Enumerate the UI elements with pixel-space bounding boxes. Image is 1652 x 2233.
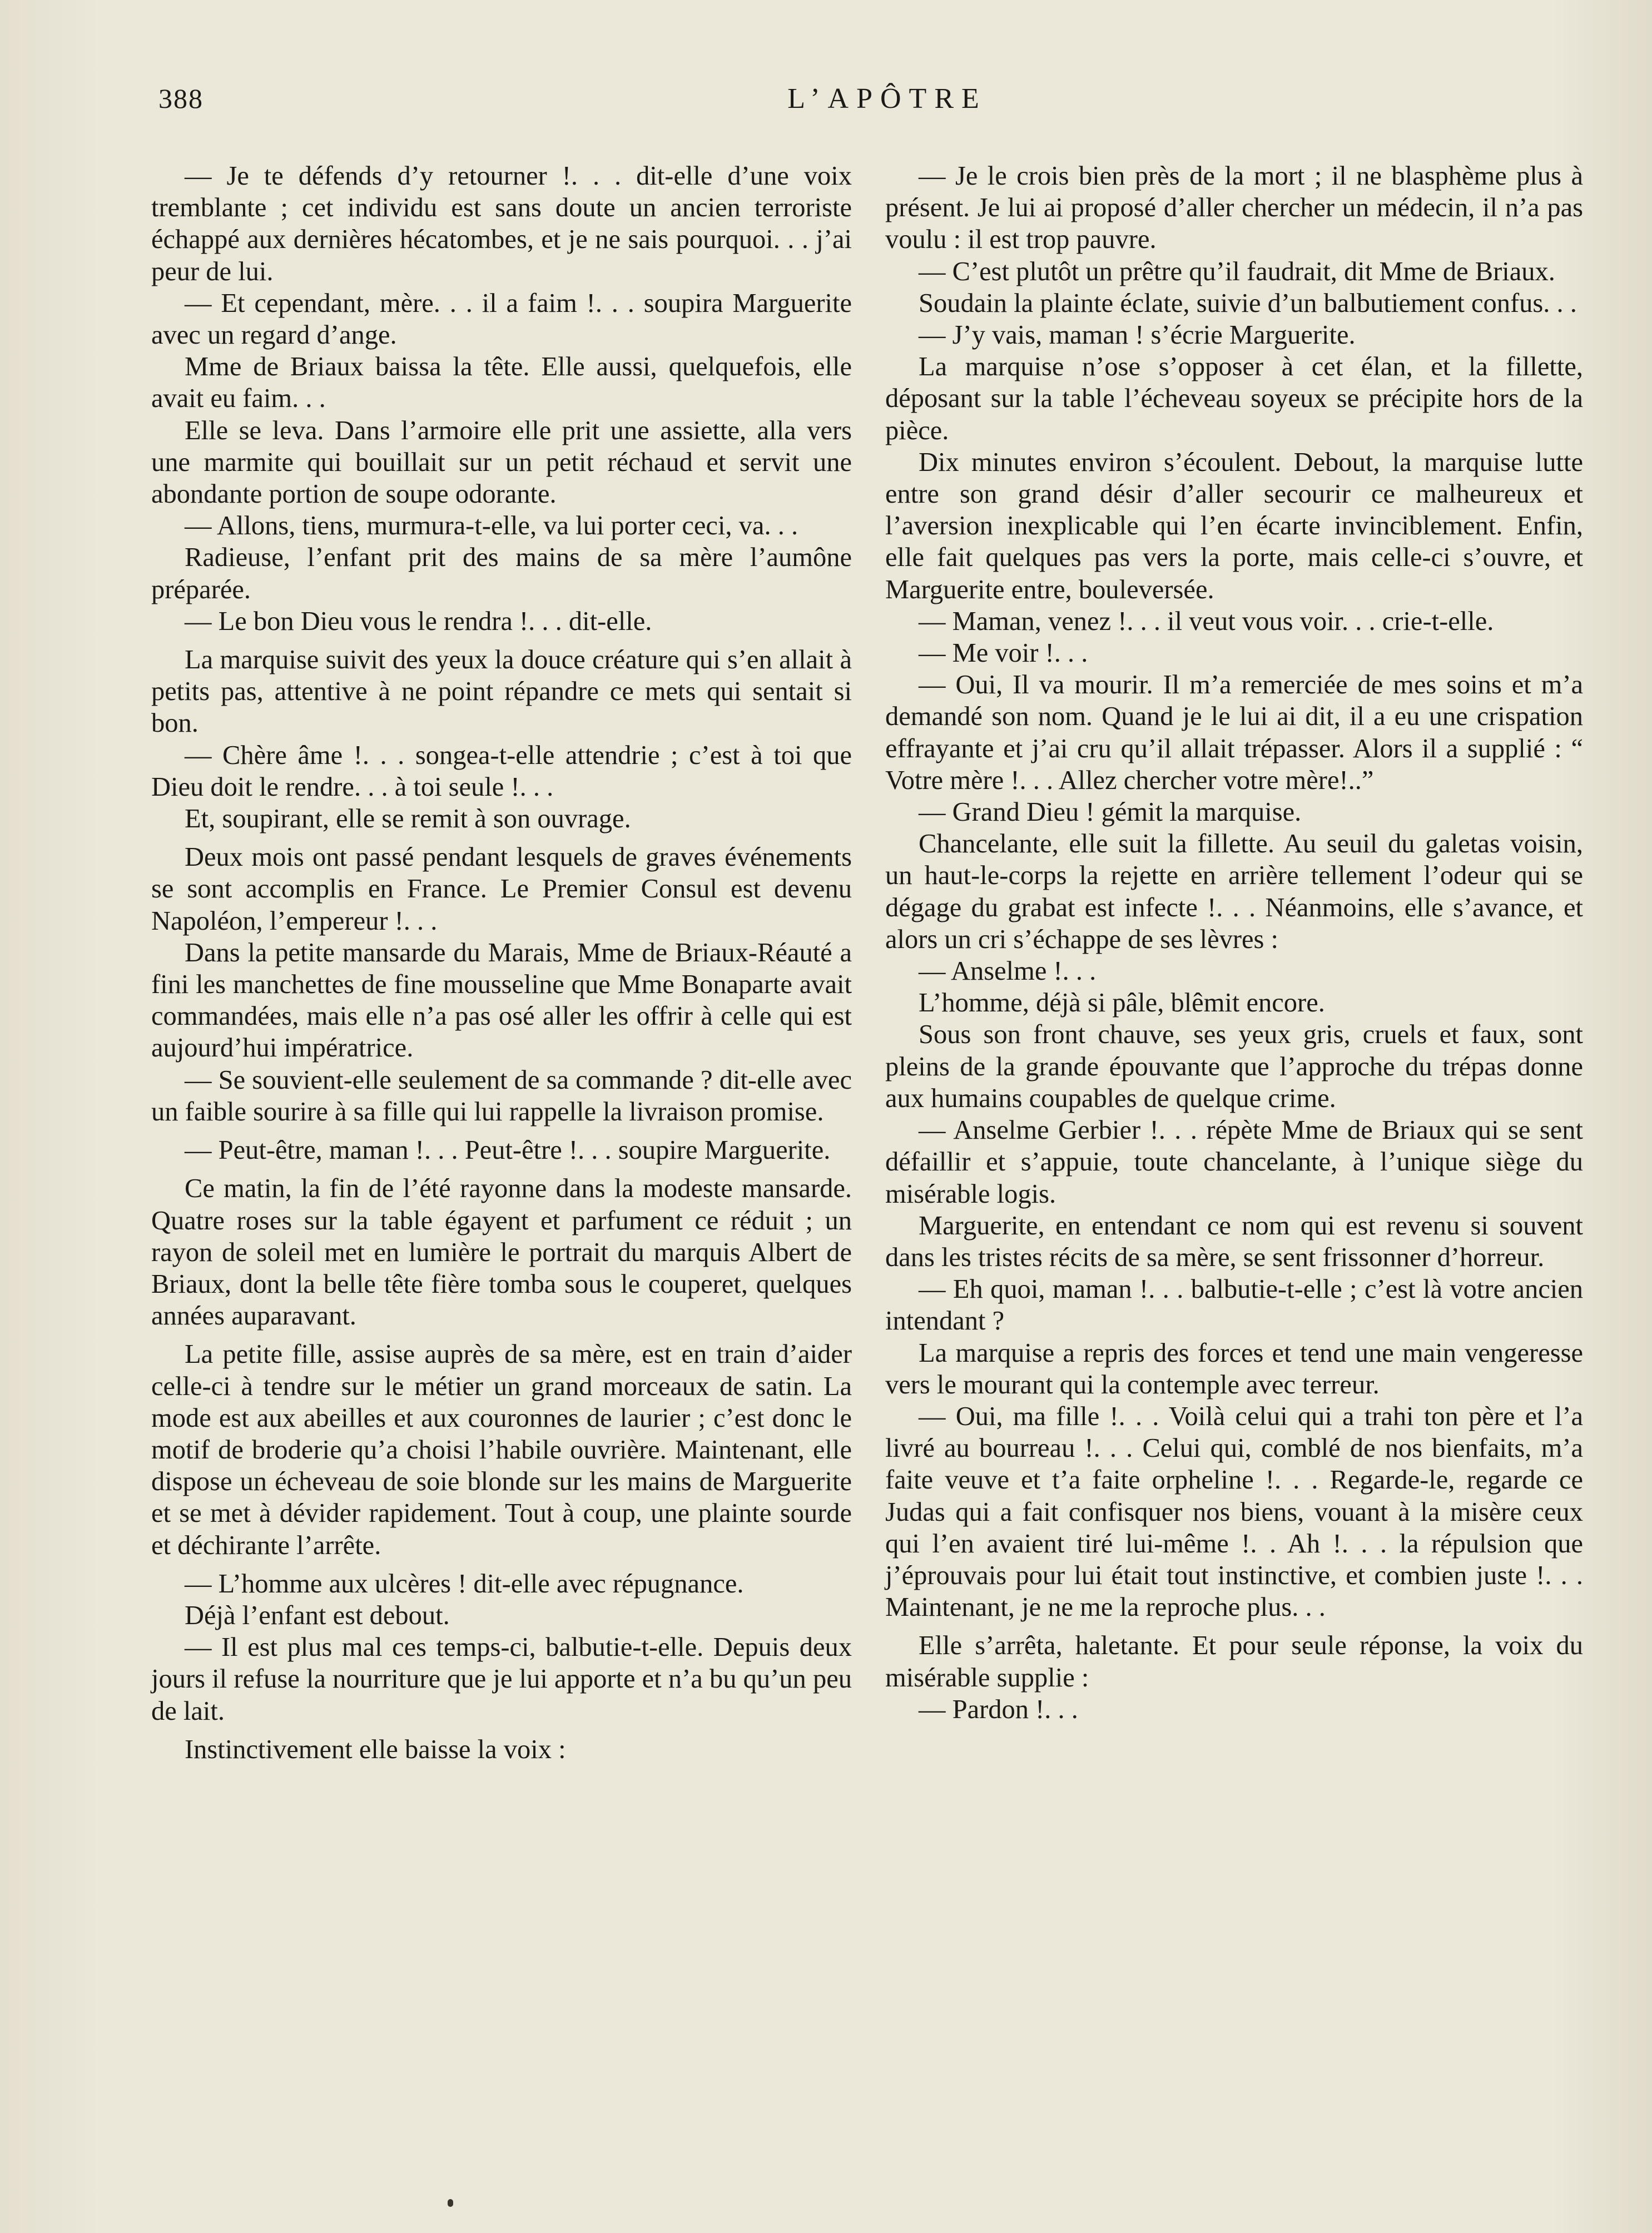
paragraph: Mme de Briaux baissa la tête. Elle aussi, quelquefois, elle avait eu faim. . . [151, 352, 852, 414]
paragraph: Ce matin, la fin de l’été rayonne dans la modeste mansarde. Quatre roses sur la table égayent et parfument ce réduit ; un rayon de soleil met en lumière le portrait du marquis Albert de Briaux, dont la belle tête fière tomba sous le couperet, quelques années auparavant. [151, 1174, 852, 1331]
paragraph: Sous son front chauve, ses yeux gris, cruels et faux, sont pleins de la grande épouvante que l’approche du trépas donne aux humains coupables de quelque crime. [885, 1020, 1583, 1113]
paragraph: Elle se leva. Dans l’armoire elle prit une assiette, alla vers une marmite qui bouillait sur un petit réchaud et servit une abondante portion de soupe odorante. [151, 415, 852, 509]
paragraph: — Se souvient-elle seulement de sa commande ? dit-elle avec un faible sourire à sa fille qui lui rappelle la livraison promise. [151, 1065, 852, 1127]
paragraph: — Oui, ma fille !. . . Voilà celui qui a trahi ton père et l’a livré au bourreau !. . . Celui qui, comblé de nos bienfaits, m’a faite veuve et t’a faite orpheline !. . . Regarde-le, regarde ce Judas qui a fait confisquer nos biens, vouant à la misère ceux qui l’en avaient tiré lui-même !. . Ah !. . . la répulsion que j’éprouvais pour lui était tout instinctive, et combien juste !. . . Maintenant, je ne me la reproche plus. . . [885, 1401, 1583, 1622]
paragraph: — Oui, Il va mourir. Il m’a remerciée de mes soins et m’a demandé son nom. Quand je le lui ai dit, il a eu une crispation effrayante et j’ai cru qu’il allait trépasser. Alors il a supplié : “ Votre mère !. . . Allez chercher votre mère!..” [885, 670, 1583, 795]
paragraph: — J’y vais, maman ! s’écrie Marguerite. [919, 320, 1356, 350]
paragraph: Dix minutes environ s’écoulent. Debout, la marquise lutte entre son grand désir d’aller secourir ce malheureux et l’aversion inexplicable qui l’en écarte invinciblement. Enfin, elle fait quelques pas vers la porte, mais celle-ci s’ouvre, et Marguerite entre, bouleversée. [885, 447, 1583, 604]
paragraph: — Pardon !. . . [919, 1694, 1078, 1724]
paragraph: — Peut-être, maman !. . . Peut-être !. . . soupire Marguerite. [185, 1135, 831, 1165]
paragraph: Soudain la plainte éclate, suivie d’un balbutiement confus. . . [919, 288, 1577, 318]
paragraph: La petite fille, assise auprès de sa mère, est en train d’aider celle-ci à tendre sur le métier un grand morceaux de satin. La mode est aux abeilles et aux couronnes de laurier ; c’est donc le motif de broderie qu’a choisi l’habile ouvrière. Maintenant, elle dispose un écheveau de soie blonde sur les mains de Marguerite et se met à dévider rapidement. Tout à coup, une plainte sourde et déchirante l’arrête. [151, 1339, 852, 1560]
paragraph: Dans la petite mansarde du Marais, Mme de Briaux-Réauté a fini les manchettes de fine mousseline que Mme Bonaparte avait commandées, mais elle n’a pas osé aller les offrir à celle qui est aujourd’hui impératrice. [151, 937, 852, 1063]
left-column [151, 160, 852, 1765]
paragraph: La marquise n’ose s’opposer à cet élan, et la fillette, déposant sur la table l’écheveau soyeux se précipite hors de la pièce. [885, 352, 1583, 445]
paragraph: Elle s’arrêta, haletante. Et pour seule réponse, la voix du misérable supplie : [885, 1631, 1583, 1693]
paragraph: Marguerite, en entendant ce nom qui est revenu si souvent dans les tristes récits de sa mère, se sent frissonner d’horreur. [885, 1210, 1583, 1272]
page-header [158, 82, 1494, 127]
paragraph: — C’est plutôt un prêtre qu’il faudrait, dit Mme de Briaux. [919, 256, 1555, 286]
paragraph: — Le bon Dieu vous le rendra !. . . dit-elle. [185, 606, 652, 636]
right-column [885, 160, 1583, 1725]
paragraph: Chancelante, elle suit la fillette. Au seuil du galetas voisin, un haut-le-corps la rejette en arrière tellement l’odeur qui se dégage du grabat est infecte !. . . Néanmoins, elle s’avance, et alors un cri s’échappe de ses lèvres : [885, 829, 1583, 954]
paragraph: Deux mois ont passé pendant lesquels de graves événements se sont accomplis en France. Le Premier Consul est devenu Napoléon, l’empereur !. . . [151, 842, 852, 936]
paragraph: — Et cependant, mère. . . il a faim !. . . soupira Marguerite avec un regard d’ange. [151, 288, 852, 350]
paragraph: — Me voir !. . . [919, 638, 1088, 668]
running-title: L’APÔTRE [787, 83, 987, 115]
paragraph: — Il est plus mal ces temps-ci, balbutie-t-elle. Depuis deux jours il refuse la nourriture que je lui apporte et n’a bu qu’un peu de lait. [151, 1632, 852, 1726]
paragraph: — Anselme !. . . [919, 956, 1097, 986]
paragraph: — Grand Dieu ! gémit la marquise. [919, 797, 1302, 827]
paragraph: La marquise suivit des yeux la douce créature qui s’en allait à petits pas, attentive à ne point répandre ce mets qui sentait si bon. [151, 645, 852, 738]
ink-speck [448, 2199, 453, 2207]
paragraph: — Je le crois bien près de la mort ; il ne blasphème plus à présent. Je lui ai proposé d’aller chercher un médecin, il n’a pas voulu : il est trop pauvre. [885, 161, 1583, 255]
paragraph: — L’homme aux ulcères ! dit-elle avec répugnance. [185, 1569, 744, 1599]
paragraph: La marquise a repris des forces et tend une main vengeresse vers le mourant qui la contemple avec terreur. [885, 1338, 1583, 1400]
paragraph: — Eh quoi, maman !. . . balbutie-t-elle ; c’est là votre ancien intendant ? [885, 1274, 1583, 1336]
paragraph: Déjà l’enfant est debout. [185, 1600, 450, 1630]
page-number: 388 [158, 83, 204, 114]
paragraph: — Je te défends d’y retourner !. . . dit-elle d’une voix tremblante ; cet individu est sans doute un ancien terroriste échappé aux dernières hécatombes, et je ne sais pourquoi. . . j’ai peur de lui. [151, 161, 852, 286]
paragraph: Radieuse, l’enfant prit des mains de sa mère l’aumône préparée. [151, 543, 852, 604]
paragraph: — Maman, venez !. . . il veut vous voir. . . crie-t-elle. [919, 606, 1494, 636]
paragraph: — Allons, tiens, murmura-t-elle, va lui porter ceci, va. . . [185, 511, 798, 541]
paragraph: Instinctivement elle baisse la voix : [185, 1734, 566, 1764]
paragraph: L’homme, déjà si pâle, blêmit encore. [919, 988, 1325, 1018]
paragraph: — Chère âme !. . . songea-t-elle attendrie ; c’est à toi que Dieu doit le rendre. . . à toi seule !. . . [151, 740, 852, 802]
paragraph: Et, soupirant, elle se remit à son ouvrage. [185, 804, 631, 834]
paragraph: — Anselme Gerbier !. . . répète Mme de Briaux qui se sent défaillir et s’appuie, toute chancelante, à l’unique siège du misérable logis. [885, 1115, 1583, 1209]
